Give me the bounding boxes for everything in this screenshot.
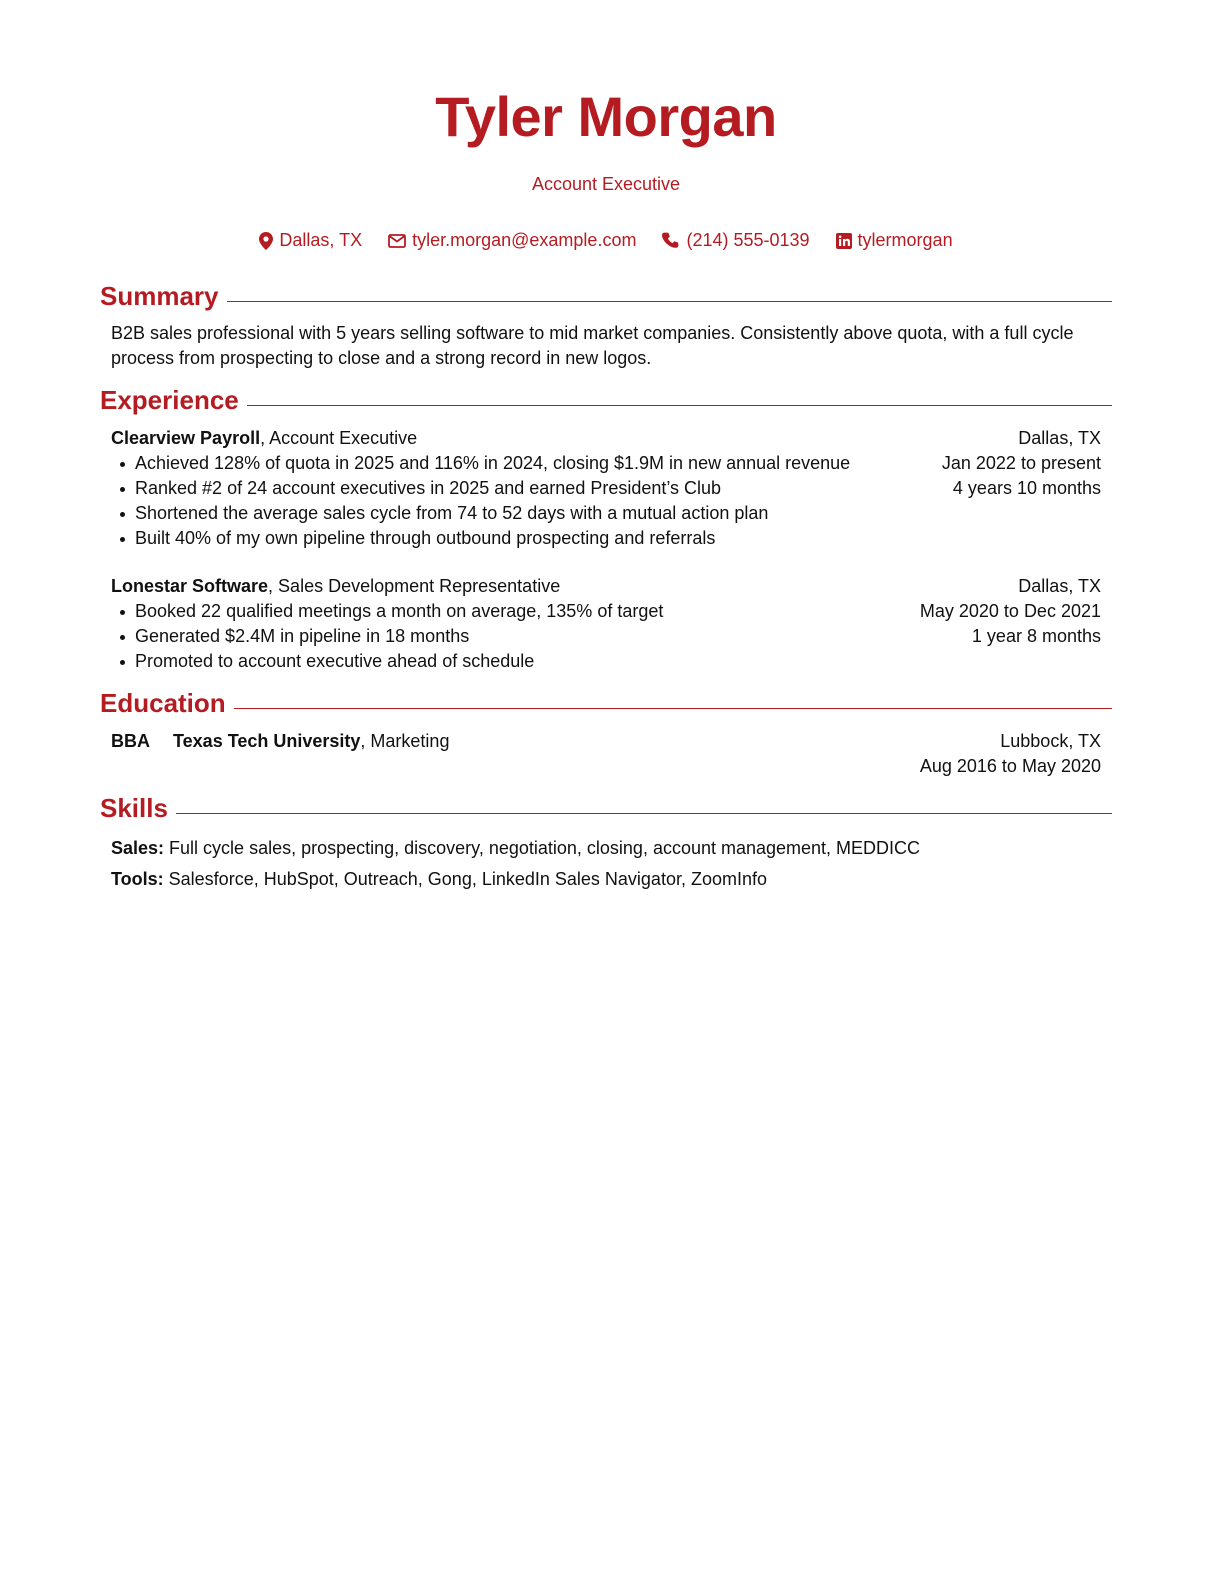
job-dates: Jan 2022 to present	[941, 453, 1101, 473]
skill-row	[111, 833, 1101, 864]
phone-link[interactable]: (214) 555-0139	[686, 230, 810, 250]
job-bullet: Shortened the average sales cycle from 74 to 52 days with a mutual action plan	[111, 501, 1101, 526]
job-dates: May 2020 to Dec 2021	[919, 601, 1101, 621]
company-name: Lonestar Software	[111, 576, 269, 596]
section-title: Education	[100, 688, 226, 718]
summary-section-header	[100, 281, 1112, 312]
phone-icon	[662, 232, 680, 250]
linkedin-link[interactable]: tylermorgan	[857, 230, 953, 250]
job-location: Dallas, TX	[1018, 428, 1101, 448]
education-meta	[920, 729, 1101, 779]
job-bullet: Promoted to account executive ahead of schedule	[111, 649, 1101, 674]
job-title: , Account Executive	[260, 428, 418, 448]
job-bullets	[111, 599, 1101, 674]
skill-value: Full cycle sales, prospecting, discovery, negotiation, closing, account management, MEDDICC	[164, 838, 921, 858]
section-title: Skills	[100, 793, 168, 823]
job-bullets	[111, 451, 1101, 551]
summary-text: B2B sales professional with 5 years selling software to mid market companies. Consistently above quota, with a full cycle process from prospecting to close and a strong record in new logos.	[111, 323, 1074, 368]
section-title: Summary	[100, 281, 219, 311]
job-bullet: Booked 22 qualified meetings a month on average, 135% of target	[111, 599, 1101, 624]
skills-section-header	[100, 793, 1112, 824]
contact-email[interactable]	[388, 230, 636, 251]
skills-list	[111, 833, 1101, 895]
section-divider	[227, 301, 1113, 302]
linkedin-icon	[836, 233, 852, 249]
job-bullet: Achieved 128% of quota in 2025 and 116% in 2024, closing $1.9M in new annual revenue	[111, 451, 1101, 476]
skill-row	[111, 864, 1101, 895]
school-name: Texas Tech University	[173, 731, 361, 751]
job-entry	[111, 574, 1101, 674]
section-divider	[247, 405, 1112, 406]
degree: BBA	[111, 731, 150, 751]
experience-section-header	[100, 385, 1112, 416]
candidate-name: Tyler Morgan	[435, 85, 777, 148]
job-bullet: Built 40% of my own pipeline through outbound prospecting and referrals	[111, 526, 1101, 551]
education-section-header	[100, 688, 1112, 719]
skill-value: Salesforce, HubSpot, Outreach, Gong, LinkedIn Sales Navigator, ZoomInfo	[163, 869, 767, 889]
job-duration: 1 year 8 months	[971, 626, 1101, 646]
education-dates: Aug 2016 to May 2020	[919, 756, 1101, 776]
field-of-study: , Marketing	[360, 731, 450, 751]
job-bullet: Ranked #2 of 24 account executives in 2025 and earned President’s Club	[111, 476, 1101, 501]
map-pin-icon	[259, 232, 273, 250]
job-bullet: Generated $2.4M in pipeline in 18 months	[111, 624, 1101, 649]
job-entry	[111, 426, 1101, 551]
company-name: Clearview Payroll	[111, 428, 261, 448]
contact-location	[259, 230, 362, 251]
candidate-role: Account Executive	[531, 174, 681, 194]
contact-phone[interactable]	[662, 230, 809, 251]
job-title: , Sales Development Representative	[268, 576, 561, 596]
job-duration: 4 years 10 months	[952, 478, 1101, 498]
section-divider	[176, 813, 1112, 814]
section-divider	[234, 708, 1112, 709]
skill-label: Tools:	[111, 869, 164, 889]
school-line	[173, 729, 449, 754]
job-location: Dallas, TX	[1018, 576, 1101, 596]
section-title: Experience	[100, 385, 239, 415]
envelope-icon	[388, 234, 406, 248]
location-text: Dallas, TX	[279, 230, 363, 250]
email-link[interactable]: tyler.morgan@example.com	[412, 230, 637, 250]
contact-linkedin[interactable]	[836, 230, 953, 251]
skill-label: Sales:	[111, 838, 165, 858]
contact-bar	[0, 230, 1212, 251]
education-location: Lubbock, TX	[1000, 731, 1101, 751]
